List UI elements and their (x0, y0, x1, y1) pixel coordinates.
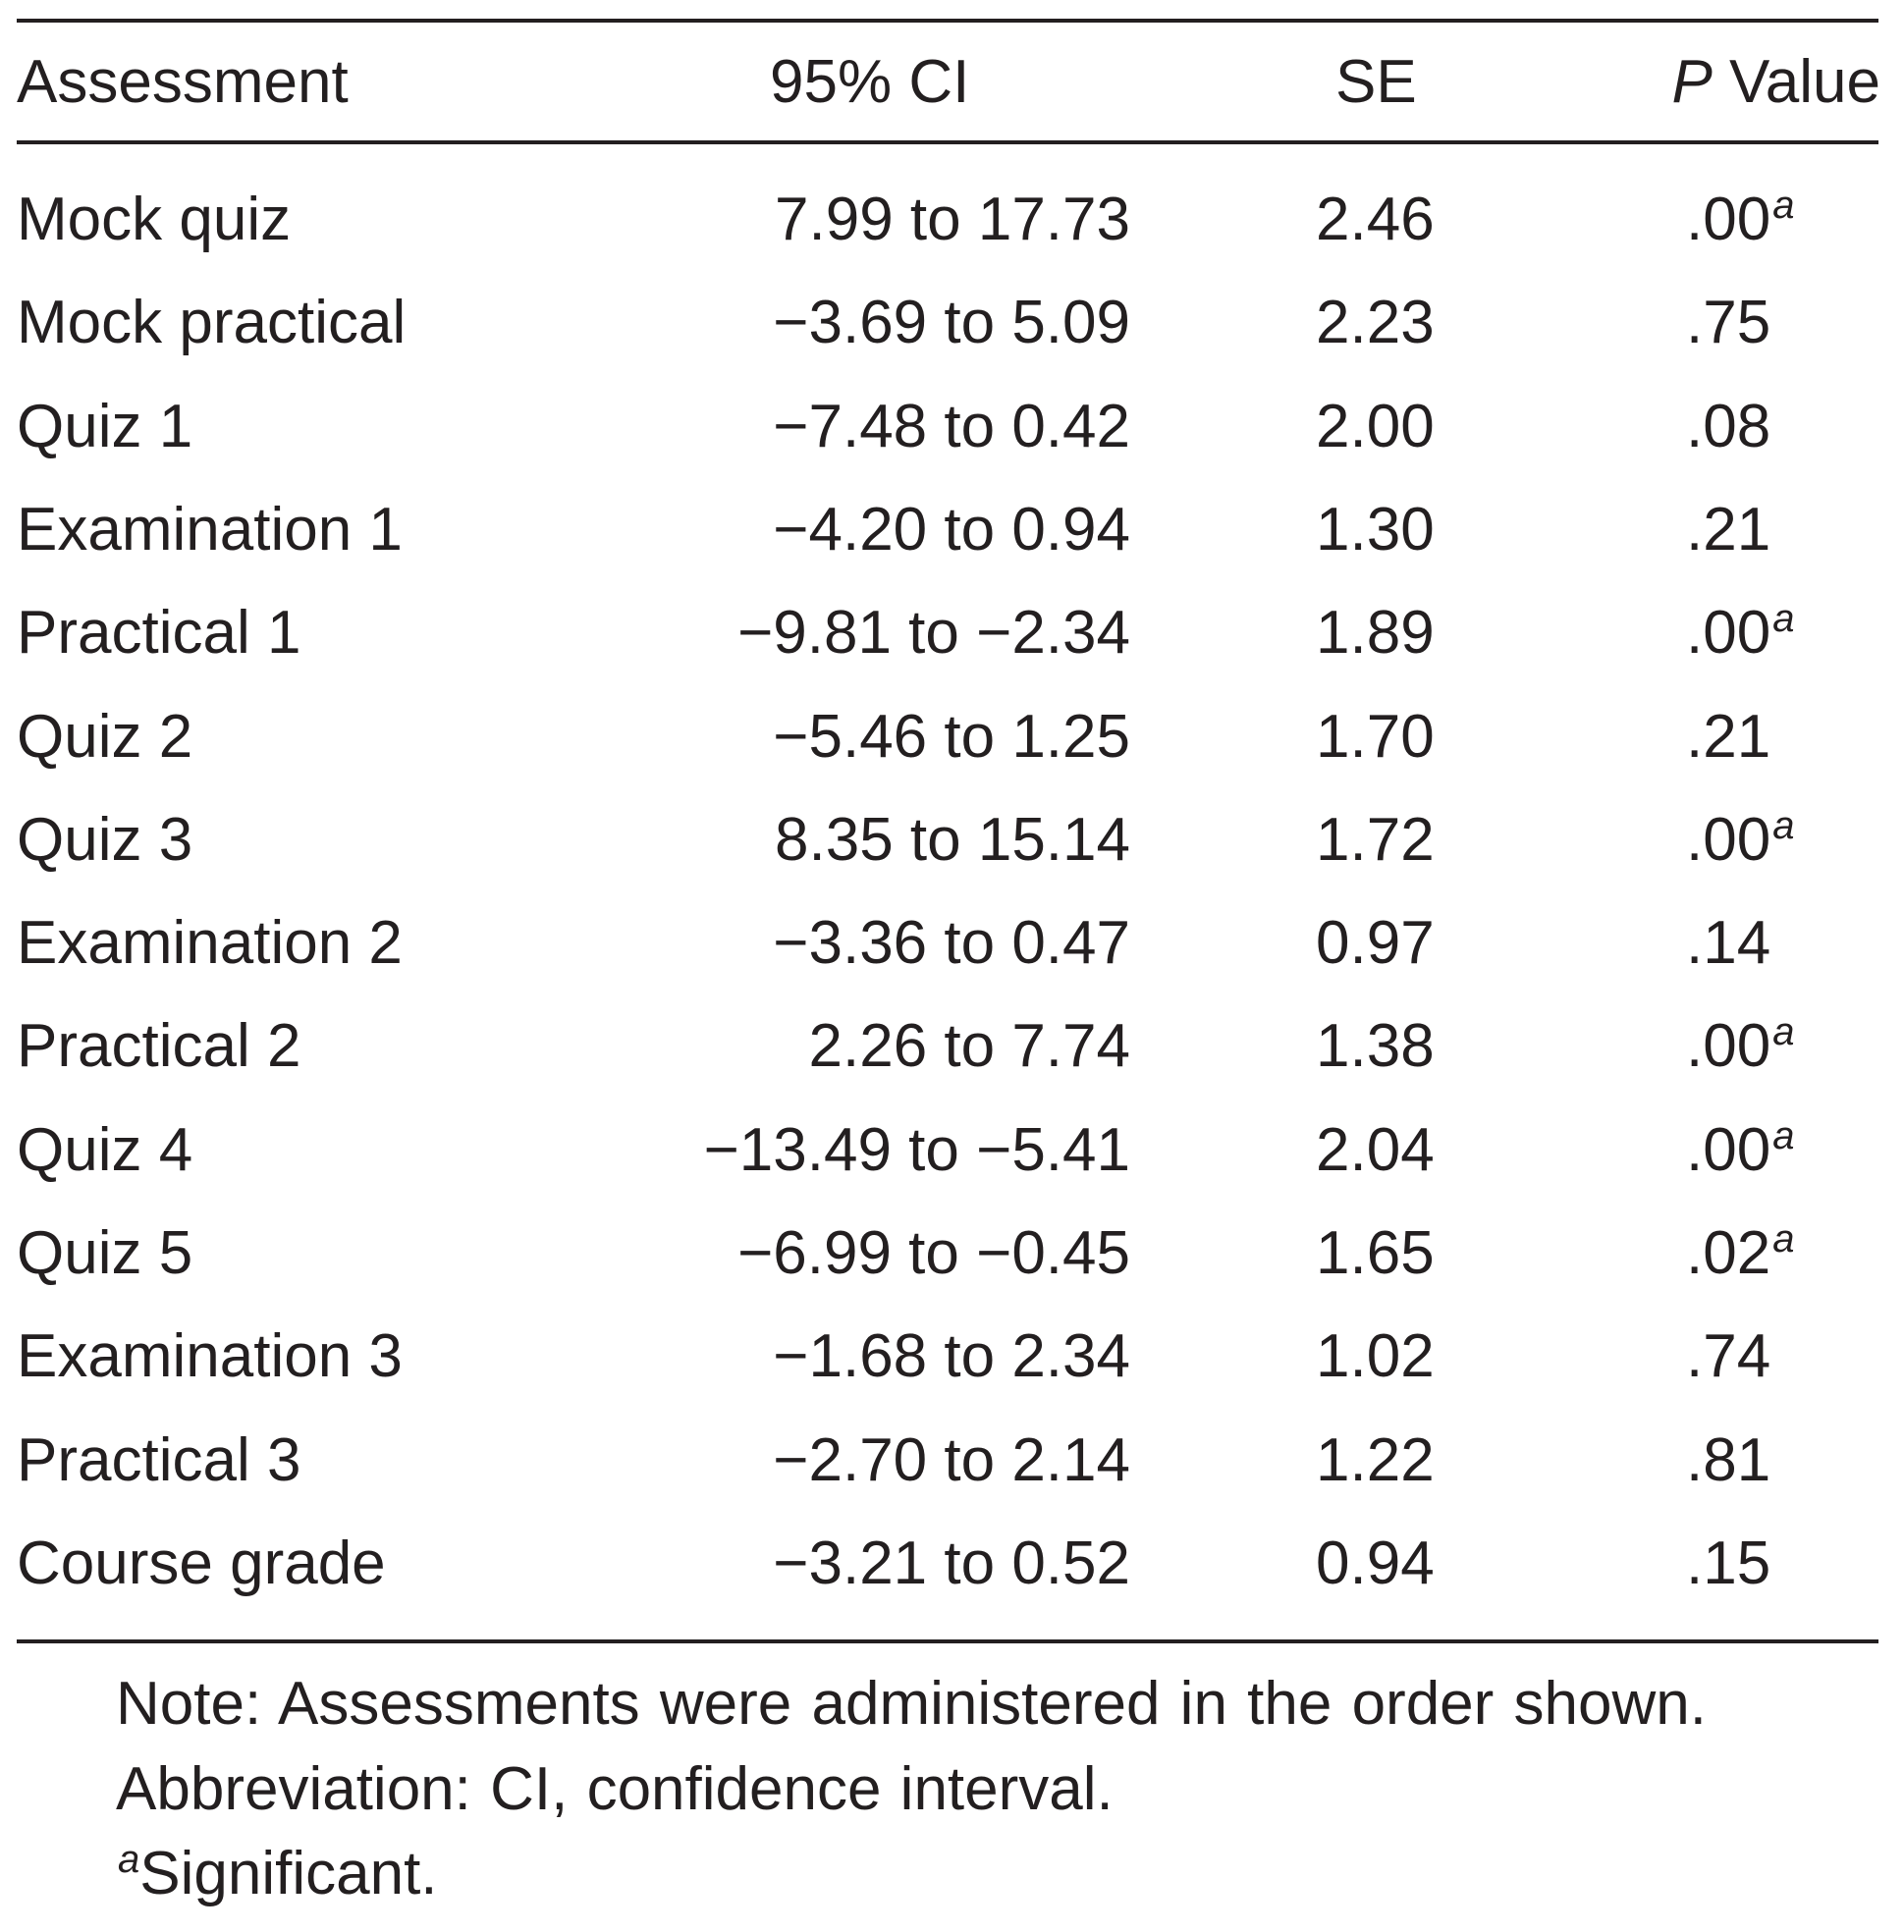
cell-se: 0.97 (1316, 909, 1435, 977)
cell-assessment: Examination 2 (17, 909, 403, 977)
cell-p-value (1686, 804, 1795, 874)
cell-assessment: Quiz 4 (17, 1116, 193, 1184)
cell-assessment: Practical 2 (17, 1012, 301, 1080)
cell-ci: −6.99 to −0.45 (737, 1219, 1130, 1287)
significance-mark: a (1772, 184, 1795, 227)
p-value-text: .21 (1686, 496, 1771, 564)
p-value-text: .74 (1686, 1322, 1771, 1390)
header-ci: 95% CI (770, 48, 970, 116)
cell-assessment: Quiz 1 (17, 393, 193, 460)
cell-se: 1.70 (1316, 703, 1435, 771)
cell-p-value (1686, 289, 1771, 356)
cell-se: 2.04 (1316, 1116, 1435, 1184)
p-value-text: .00 (1686, 599, 1771, 667)
cell-ci: −3.69 to 5.09 (773, 289, 1130, 356)
cell-ci: −13.49 to −5.41 (703, 1116, 1130, 1184)
cell-assessment: Examination 3 (17, 1322, 403, 1390)
p-value-text: .81 (1686, 1426, 1771, 1494)
cell-assessment: Mock practical (17, 289, 407, 356)
cell-assessment: Practical 1 (17, 599, 301, 667)
significance-mark: a (1772, 804, 1795, 847)
cell-assessment: Quiz 2 (17, 703, 193, 771)
cell-p-value (1686, 1322, 1771, 1390)
cell-ci: −3.36 to 0.47 (773, 909, 1130, 977)
cell-p-value (1686, 1530, 1771, 1597)
cell-p-value (1686, 597, 1795, 667)
cell-assessment: Quiz 5 (17, 1219, 193, 1287)
cell-p-value (1686, 496, 1771, 564)
header-assessment: Assessment (17, 48, 349, 116)
footnote-mark: a (118, 1838, 140, 1881)
cell-se: 1.22 (1316, 1426, 1435, 1494)
cell-ci: −2.70 to 2.14 (773, 1426, 1130, 1494)
significance-mark: a (1772, 1114, 1795, 1157)
significance-mark: a (1772, 1217, 1795, 1261)
cell-se: 2.23 (1316, 289, 1435, 356)
cell-ci: 8.35 to 15.14 (775, 806, 1130, 874)
header-p-italic: P (1671, 48, 1713, 116)
significance-mark: a (1772, 1010, 1795, 1053)
table-footnote (116, 1838, 438, 1907)
p-value-text: .00 (1686, 1012, 1771, 1080)
cell-p-value (1686, 184, 1795, 253)
cell-ci: −9.81 to −2.34 (737, 599, 1130, 667)
cell-assessment: Mock quiz (17, 186, 292, 253)
cell-ci: −1.68 to 2.34 (773, 1322, 1130, 1390)
cell-se: 1.72 (1316, 806, 1435, 874)
p-value-text: .08 (1686, 393, 1771, 460)
header-p-rest: Value (1712, 48, 1880, 116)
header-p-value (1671, 48, 1880, 116)
cell-p-value (1686, 1010, 1795, 1080)
cell-ci: −7.48 to 0.42 (773, 393, 1130, 460)
cell-ci: −5.46 to 1.25 (773, 703, 1130, 771)
cell-assessment: Quiz 3 (17, 806, 193, 874)
table-note: Note: Assessments were administered in the order shown. (116, 1670, 1707, 1738)
table-bottom-rule (17, 1639, 1878, 1643)
cell-se: 1.89 (1316, 599, 1435, 667)
cell-ci: −3.21 to 0.52 (773, 1530, 1130, 1597)
cell-assessment: Practical 3 (17, 1426, 301, 1494)
p-value-text: .00 (1686, 186, 1771, 253)
cell-ci: 7.99 to 17.73 (775, 186, 1130, 253)
cell-p-value (1686, 909, 1771, 977)
cell-se: 2.00 (1316, 393, 1435, 460)
cell-se: 0.94 (1316, 1530, 1435, 1597)
cell-p-value (1686, 1217, 1795, 1287)
p-value-text: .14 (1686, 909, 1771, 977)
cell-se: 1.30 (1316, 496, 1435, 564)
cell-ci: −4.20 to 0.94 (773, 496, 1130, 564)
p-value-text: .21 (1686, 703, 1771, 771)
p-value-text: .00 (1686, 1116, 1771, 1184)
p-value-text: .02 (1686, 1219, 1771, 1287)
cell-p-value (1686, 1426, 1771, 1494)
cell-ci: 2.26 to 7.74 (808, 1012, 1130, 1080)
table-header-rule (17, 140, 1878, 144)
table-abbreviation: Abbreviation: CI, confidence interval. (116, 1755, 1114, 1823)
cell-se: 1.38 (1316, 1012, 1435, 1080)
cell-se: 2.46 (1316, 186, 1435, 253)
cell-assessment: Examination 1 (17, 496, 403, 564)
table-top-rule (17, 19, 1878, 23)
cell-assessment: Course grade (17, 1530, 386, 1597)
cell-p-value (1686, 703, 1771, 771)
cell-p-value (1686, 1114, 1795, 1184)
cell-se: 1.02 (1316, 1322, 1435, 1390)
p-value-text: .00 (1686, 806, 1771, 874)
cell-p-value (1686, 393, 1771, 460)
p-value-text: .15 (1686, 1530, 1771, 1597)
cell-se: 1.65 (1316, 1219, 1435, 1287)
footnote-text: Significant. (139, 1840, 438, 1907)
significance-mark: a (1772, 597, 1795, 640)
header-se: SE (1335, 48, 1417, 116)
p-value-text: .75 (1686, 289, 1771, 356)
